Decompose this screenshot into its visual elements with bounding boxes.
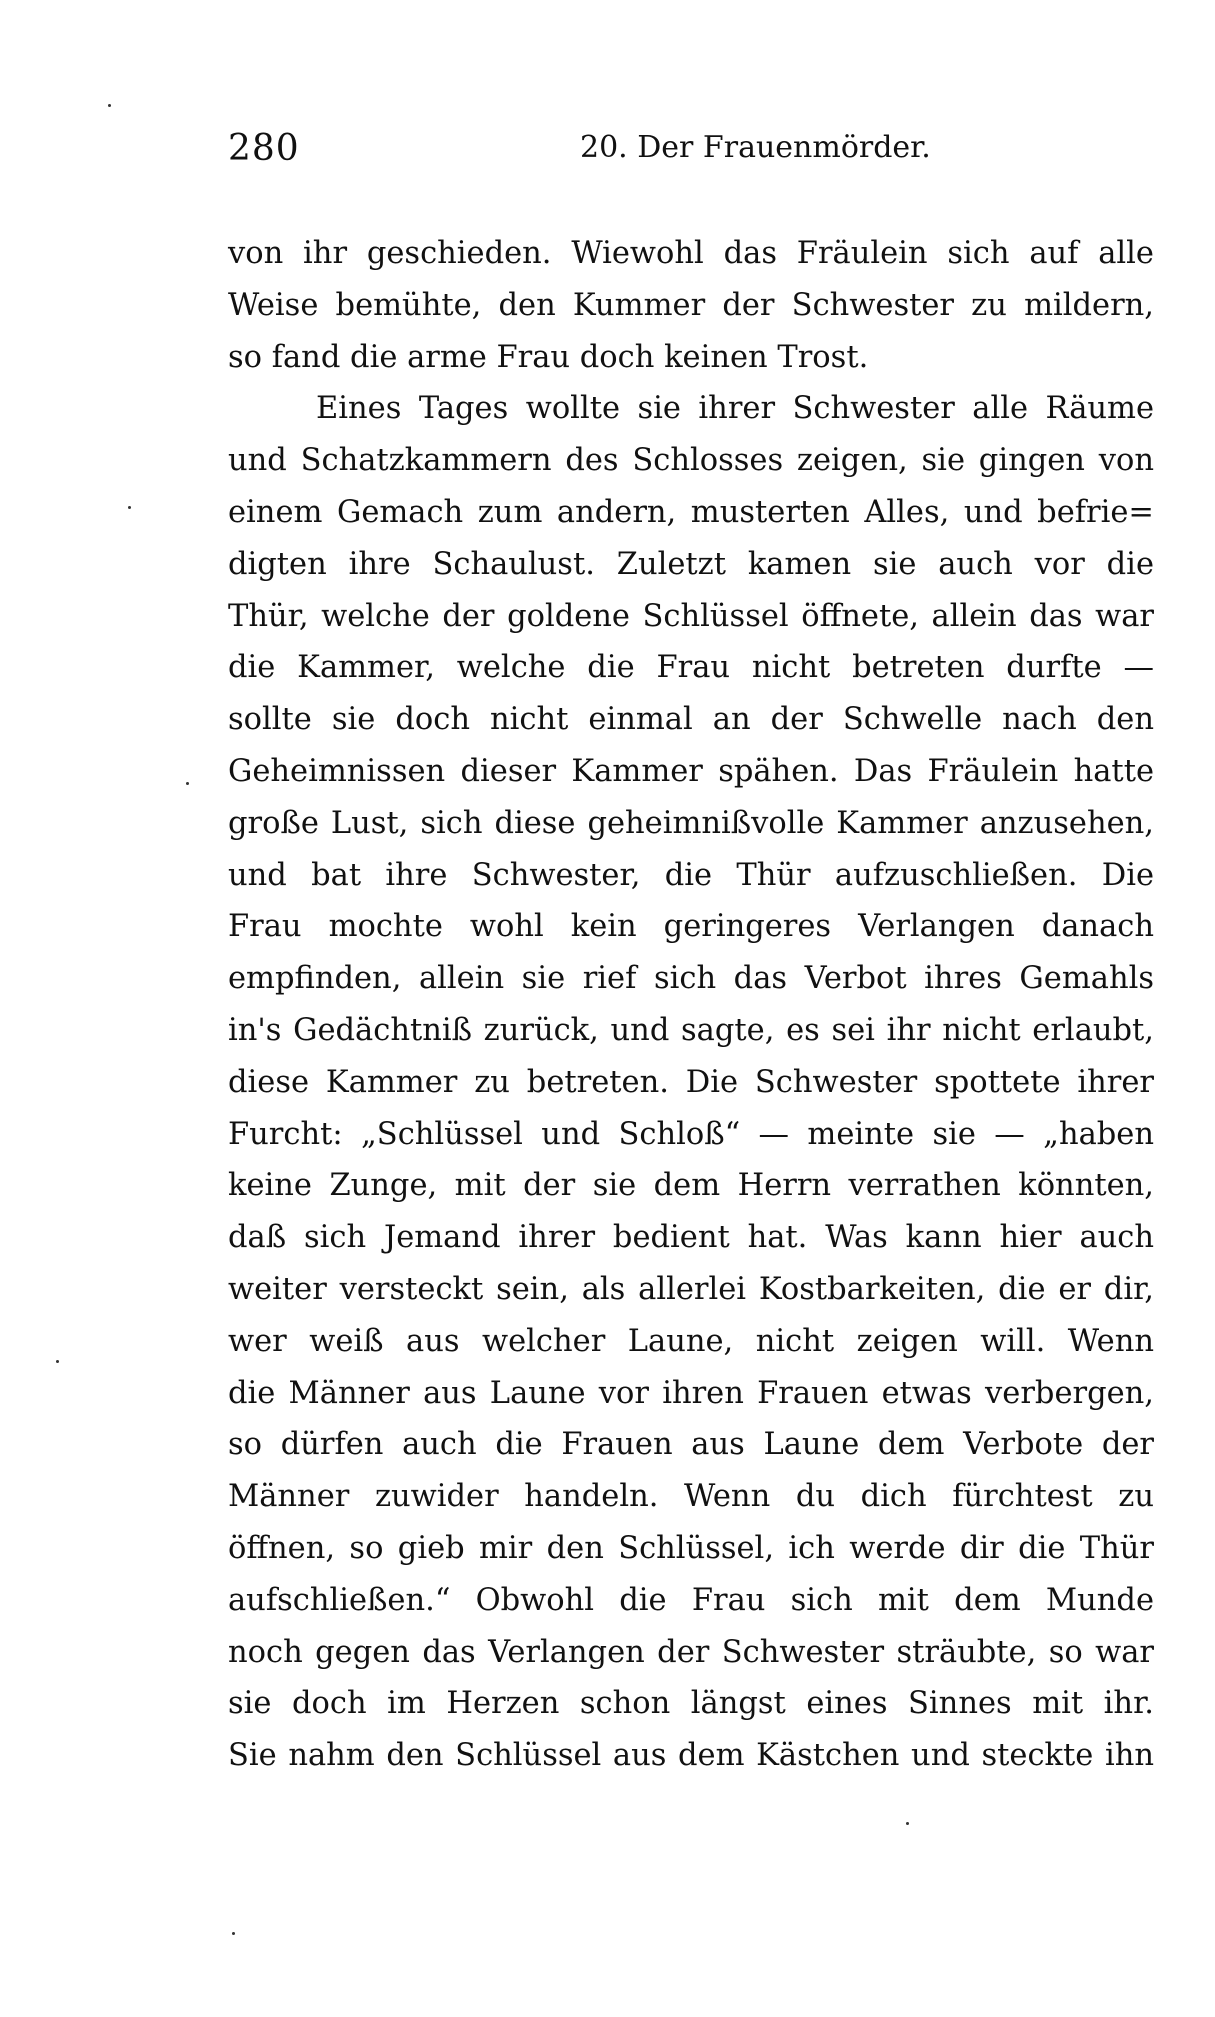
text-line: öffnen, so gieb mir den Schlüssel, ich werde dir die Thür: [228, 1530, 1154, 1566]
text-line: diese Kammer zu betreten. Die Schwester spottete ihrer: [228, 1064, 1154, 1100]
text-line: aufschließen.“ Obwohl die Frau sich mit dem Munde: [228, 1582, 1154, 1618]
running-title: 20. Der Frauenmörder.: [580, 130, 931, 165]
text-line: Thür, welche der goldene Schlüssel öffnete, allein das war: [228, 598, 1154, 634]
scan-speck: [108, 104, 111, 107]
text-line: einem Gemach zum andern, musterten Alles, und befrie=: [228, 494, 1154, 530]
text-line: große Lust, sich diese geheimnißvolle Kammer anzusehen,: [228, 805, 1154, 841]
text-line: und bat ihre Schwester, die Thür aufzuschließen. Die: [228, 857, 1154, 893]
text-line: keine Zunge, mit der sie dem Herrn verrathen könnten,: [228, 1168, 1154, 1204]
text-line: die Kammer, welche die Frau nicht betreten durfte —: [228, 650, 1154, 686]
text-line: Frau mochte wohl kein geringeres Verlangen danach: [228, 909, 1154, 945]
text-line: Furcht: „Schlüssel und Schloß“ — meinte sie — „haben: [228, 1116, 1154, 1152]
text-line: empfinden, allein sie rief sich das Verbot ihres Gemahls: [228, 961, 1154, 997]
text-line: sollte sie doch nicht einmal an der Schwelle nach den: [228, 702, 1154, 738]
text-line: und Schatzkammern des Schlosses zeigen, sie gingen von: [228, 443, 1154, 479]
text-line: in's Gedächtniß zurück, und sagte, es sei ihr nicht erlaubt,: [228, 1012, 1154, 1048]
text-line: von ihr geschieden. Wiewohl das Fräulein sich auf alle: [228, 236, 1154, 271]
text-line: so dürfen auch die Frauen aus Laune dem Verbote der: [228, 1427, 1154, 1463]
text-line: Eines Tages wollte sie ihrer Schwester alle Räume: [316, 391, 1154, 427]
text-line: daß sich Jemand ihrer bedient hat. Was kann hier auch: [228, 1220, 1154, 1256]
text-line: Weise bemühte, den Kummer der Schwester zu mildern,: [228, 287, 1154, 323]
text-line: noch gegen das Verlangen der Schwester sträubte, so war: [228, 1634, 1154, 1670]
page-header: [228, 128, 1154, 180]
scan-speck: [906, 1822, 909, 1825]
scan-speck: [56, 1360, 59, 1363]
text-line: digten ihre Schaulust. Zuletzt kamen sie auch vor die: [228, 546, 1154, 582]
text-line: weiter versteckt sein, als allerlei Kostbarkeiten, die er dir,: [228, 1271, 1154, 1307]
scan-speck: [232, 1932, 235, 1935]
text-line: Geheimnissen dieser Kammer spähen. Das Fräulein hatte: [228, 753, 1154, 789]
text-line: die Männer aus Laune vor ihren Frauen etwas verbergen,: [228, 1375, 1154, 1411]
scan-speck: [186, 782, 189, 785]
page-number: 280: [228, 128, 300, 169]
text-line: sie doch im Herzen schon längst eines Sinnes mit ihr.: [228, 1686, 1154, 1722]
text-line: Männer zuwider handeln. Wenn du dich fürchtest zu: [228, 1479, 1154, 1515]
text-line: Sie nahm den Schlüssel aus dem Kästchen und steckte ihn: [228, 1738, 1154, 1774]
text-line: wer weiß aus welcher Laune, nicht zeigen will. Wenn: [228, 1323, 1154, 1359]
text-line: so fand die arme Frau doch keinen Trost.: [228, 339, 869, 375]
body-text: [228, 228, 1154, 1782]
scan-speck: [128, 506, 131, 509]
